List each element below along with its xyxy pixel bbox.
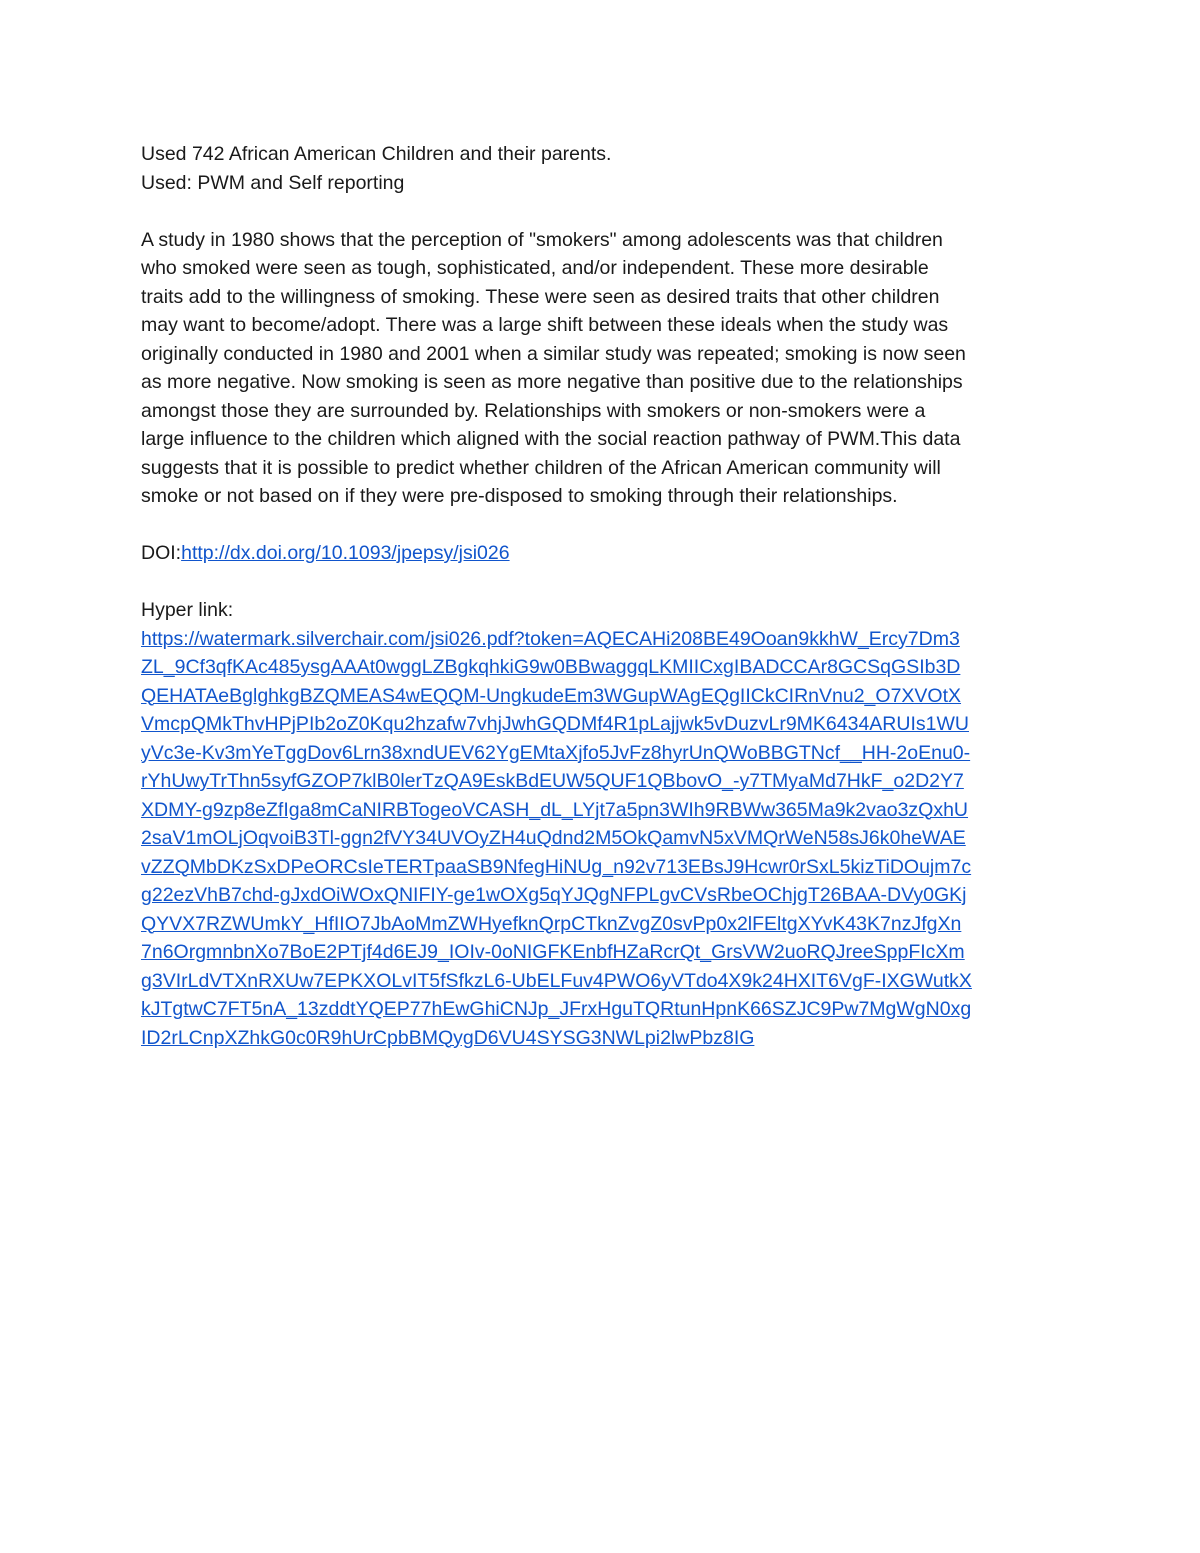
url-segment[interactable]: https://watermark.silverchair.com/jsi026.pdf?token=AQECAHi208BE49Ooan9kkhW_Ercy7Dm3 xyxy=(141,627,960,650)
paragraph-line: who smoked were seen as tough, sophisticated, and/or independent. These more desirable xyxy=(141,257,929,279)
url-segment[interactable]: kJTgtwC7FT5nA_13zddtYQEP77hEwGhiCNJp_JFrxHguTQRtunHpnK66SZJC9Pw7MgWgN0xg xyxy=(141,998,972,1020)
url-segment[interactable]: ZL_9Cf3qfKAc485ysgAAAt0wggLZBgkqhkiG9w0BBwaggqLKMIICxgIBADCCAr8GCSqGSIb3D xyxy=(141,656,961,678)
participants-line: Used 742 African American Children and their parents. xyxy=(141,143,612,165)
url-segment[interactable]: ID2rLCnpXZhkG0c0R9hUrCpbBMQygD6VU4SYSG3NWLpi2lwPbz8IG xyxy=(141,1026,755,1049)
paragraph-line: A study in 1980 shows that the perception of "smokers" among adolescents was that children xyxy=(141,228,943,251)
url-segment[interactable]: g3VIrLdVTXnRXUw7EPKXOLvIT5fSfkzL6-UbELFuv4PWO6yVTdo4X9k24HXIT6VgF-IXGWutkX xyxy=(141,969,972,992)
spacer xyxy=(141,511,1071,540)
url-segment[interactable]: vZZQMbDKzSxDPeORCsIeTERTpaaSB9NfegHiNUg_n92v713EBsJ9Hcwr0rSxL5kizTiDOujm7c xyxy=(141,855,972,878)
paragraph-line: originally conducted in 1980 and 2001 when a similar study was repeated; smoking is now seen xyxy=(141,342,966,365)
doi-label: DOI: xyxy=(141,542,182,564)
document-page xyxy=(141,140,1071,1052)
url-segment[interactable]: QYVX7RZWUmkY_HfIIO7JbAoMmZWHyefknQrpCTknZvgZ0svPp0x2lFEltgXYvK43K7nzJfgXn xyxy=(141,912,962,935)
paragraph-line: as more negative. Now smoking is seen as more negative than positive due to the relationships xyxy=(141,371,963,393)
url-segment[interactable]: VmcpQMkThvHPjPIb2oZ0Kqu2hzafw7vhjJwhGQDMf4R1pLajjwk5vDuzvLr9MK6434ARUIs1WU xyxy=(141,713,969,735)
spacer xyxy=(141,197,1071,226)
url-segment[interactable]: 2saV1mOLjOqvoiB3Tl-ggn2fVY34UVOyZH4uQdnd2M5OkQamvN5xVMQrWeN58sJ6k0heWAE xyxy=(141,827,966,849)
spacer xyxy=(141,568,1071,597)
paragraph-line: large influence to the children which aligned with the social reaction pathway of PWM.This data xyxy=(141,428,961,450)
paragraph-line: suggests that it is possible to predict whether children of the African American community will xyxy=(141,456,941,479)
doi-line xyxy=(141,539,1071,568)
url-segment[interactable]: g22ezVhB7chd-gJxdOiWOxQNIFIY-ge1wOXg5qYJQgNFPLgvCVsRbeOChjgT26BAA-DVy0GKj xyxy=(141,884,967,906)
paragraph-line: amongst those they are surrounded by. Relationships with smokers or non-smokers were a xyxy=(141,399,926,422)
hyperlink-url-link[interactable] xyxy=(141,625,1071,1053)
doi-link[interactable]: http://dx.doi.org/10.1093/jpepsy/jsi026 xyxy=(181,542,510,564)
paragraph-line: smoke or not based on if they were pre-disposed to smoking through their relationships. xyxy=(141,485,898,507)
url-segment[interactable]: rYhUwyTrThn5syfGZOP7klB0lerTzQA9EskBdEUW5QUF1QBbovO_-y7TMyaMd7HkF_o2D2Y7 xyxy=(141,770,964,792)
url-segment[interactable]: QEHATAeBglghkgBZQMEAS4wEQQM-UngkudeEm3WGupWAgEQgIICkCIRnVnu2_O7XVOtX xyxy=(141,684,962,707)
methods-line: Used: PWM and Self reporting xyxy=(141,171,405,194)
url-segment[interactable]: XDMY-g9zp8eZfIga8mCaNIRBTogeoVCASH_dL_LYjt7a5pn3WIh9RBWw365Ma9k2vao3zQxhU xyxy=(141,798,969,821)
hyperlink-label: Hyper link: xyxy=(141,599,234,621)
url-segment[interactable]: 7n6OrgmnbnXo7BoE2PTjf4d6EJ9_IOIv-0oNIGFKEnbfHZaRcrQt_GrsVW2uoRQJreeSppFIcXm xyxy=(141,941,965,963)
study-summary-paragraph xyxy=(141,226,1071,511)
paragraph-line: may want to become/adopt. There was a large shift between these ideals when the study was xyxy=(141,314,949,336)
paragraph-line: traits add to the willingness of smoking. These were seen as desired traits that other children xyxy=(141,285,940,308)
url-segment[interactable]: yVc3e-Kv3mYeTggDov6Lrn38xndUEV62YgEMtaXjfo5JvFz8hyrUnQWoBBGTNcf__HH-2oEnu0- xyxy=(141,741,971,764)
